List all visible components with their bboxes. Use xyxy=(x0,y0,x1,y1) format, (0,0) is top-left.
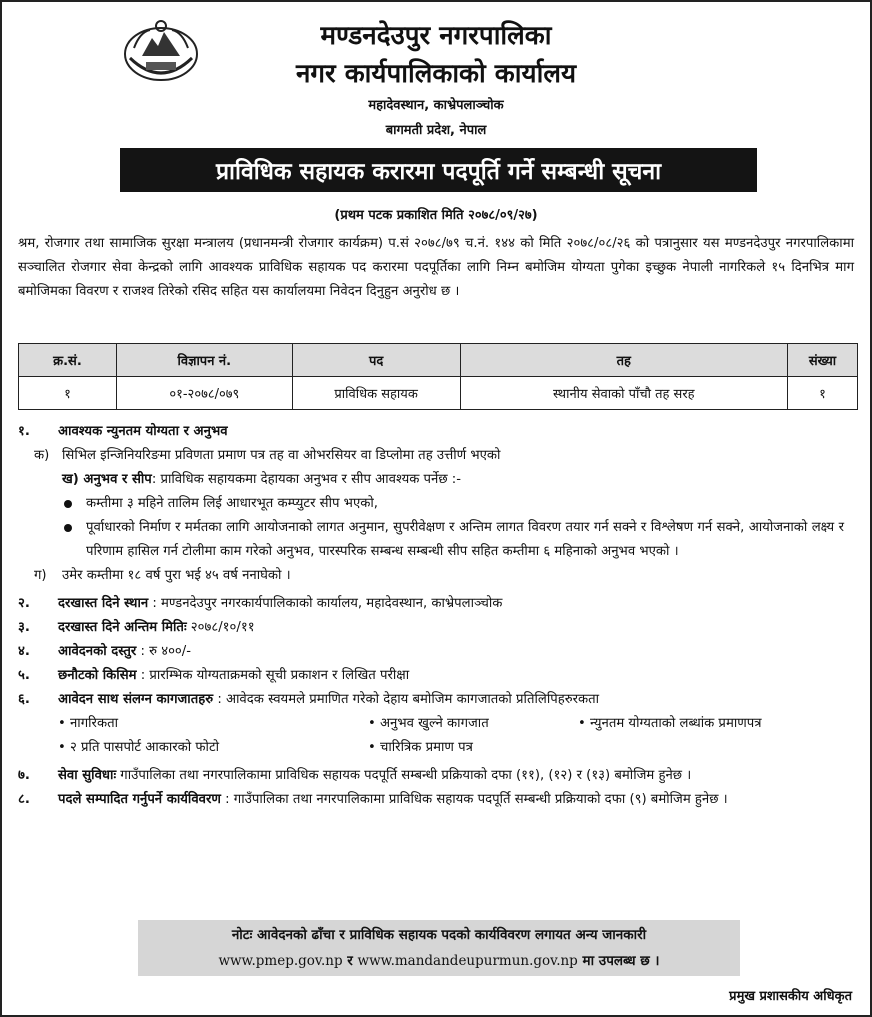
section-number: ३. xyxy=(18,620,30,635)
section-number: ८. xyxy=(18,792,30,807)
qualification-item-a xyxy=(18,444,854,468)
section-title: आवश्यक न्युनतम योग्यता र अनुभव xyxy=(58,424,228,439)
table-cell: प्राविधिक सहायक xyxy=(292,377,460,410)
section-qualification xyxy=(18,420,854,444)
published-date: (प्रथम पटक प्रकाशित मिति २०७८/०९/२७) xyxy=(334,208,538,223)
section-label: पदले सम्पादित गर्नुपर्ने कार्यविवरण xyxy=(58,792,221,807)
note-tail: मा उपलब्ध छ । xyxy=(577,953,660,969)
experience-bullet-1 xyxy=(18,492,854,516)
column-header: पद xyxy=(292,344,460,377)
section-number: ५. xyxy=(18,668,30,683)
list-item: • २ प्रति पासपोर्ट आकारको फोटो xyxy=(58,740,220,755)
signature-title: प्रमुख प्रशासकीय अधिकृत xyxy=(729,989,852,1004)
documents-list xyxy=(18,712,854,760)
section-deadline xyxy=(18,616,854,640)
section-text: २०७८/१०/११ xyxy=(186,620,255,635)
section-label: दरखास्त दिने अन्तिम मितिः xyxy=(58,620,187,635)
item-marker: क) xyxy=(34,448,50,463)
section-text: : प्रारम्भिक योग्यताक्रमको सूची प्रकाशन र लिखित परीक्षा xyxy=(136,668,410,683)
item-text: : प्राविधिक सहायकमा देहायका अनुभव र सीप आवश्यक पर्नेछ :- xyxy=(151,472,461,487)
section-facilities xyxy=(18,764,854,788)
note-box xyxy=(138,920,740,976)
notice-body xyxy=(18,420,854,812)
qualification-item-c xyxy=(18,564,854,588)
section-label: आवेदनको दस्तुर xyxy=(58,644,137,659)
section-fee xyxy=(18,640,854,664)
address-line-2: बागमती प्रदेश, नेपाल xyxy=(385,123,487,138)
office-name: नगर कार्यपालिकाको कार्यालय xyxy=(295,59,577,89)
column-header: विज्ञापन नं. xyxy=(116,344,292,377)
section-job-description xyxy=(18,788,854,812)
note-line-2 xyxy=(138,948,740,974)
qualification-item-b xyxy=(18,468,854,492)
table-row xyxy=(19,377,858,410)
list-item: • चारित्रिक प्रमाण पत्र xyxy=(368,740,473,755)
item-text: उमेर कम्तीमा १८ वर्ष पुरा भई ४५ वर्ष ननाघेको । xyxy=(62,568,291,583)
column-header: क्र.सं. xyxy=(19,344,117,377)
intro-paragraph: श्रम, रोजगार तथा सामाजिक सुरक्षा मन्त्रालय (प्रधानमन्त्री रोजगार कार्यक्रम) प.सं २०७८/७९ च.नं. १४४ को मिति २०७८/०८/२६ को पत्रानुसार यस मण्डनदेउपुर नगरपालिकामा सञ्चालित रोजगार सेवा केन्द्रको लागि आवश्यक प्राविधिक सहायक पद करारमा पदपूर्तिका लागि निम्न बमोजिम योग्यता पुगेका इच्छुक नेपाली नागरिकले १५ दिनभित्र माग बमोजिमका विवरण र राजश्व तिरेको रसिद सहित यस कार्यालयमा निवेदन दिनुहुन अनुरोध छ । xyxy=(18,236,854,299)
municipality-name: मण्डनदेउपुर नगरपालिका xyxy=(320,21,552,51)
section-label: छनौटको किसिम xyxy=(58,668,137,683)
table-cell: ०१-२०७८/०७९ xyxy=(116,377,292,410)
address-line-1: महादेवस्थान, काभ्रेपलाञ्चोक xyxy=(368,98,504,113)
notice-title: प्राविधिक सहायक करारमा पदपूर्ति गर्ने सम्बन्धी सूचना xyxy=(120,148,757,192)
list-item: • नागरिकता xyxy=(58,716,118,731)
table-cell: १ xyxy=(788,377,858,410)
section-selection-type xyxy=(18,664,854,688)
bullet-text: कम्तीमा ३ महिने तालिम लिई आधारभूत कम्प्युटर सीप भएको, xyxy=(86,496,378,511)
section-label: आवेदन साथ संलग्न कागजातहरु xyxy=(58,692,214,707)
column-header: तह xyxy=(460,344,788,377)
section-text: : गाउँपालिका तथा नगरपालिकामा प्राविधिक सहायक पदपूर्ति सम्बन्धी प्रक्रियाको दफा (९) बमोजिम हुनेछ । xyxy=(220,792,728,807)
section-label: दरखास्त दिने स्थान xyxy=(58,596,149,611)
column-header: संख्या xyxy=(788,344,858,377)
list-item: • अनुभव खुल्ने कागजात xyxy=(368,716,489,731)
bullet-icon xyxy=(64,500,72,508)
municipality-website-link[interactable]: www.mandandeupurmun.gov.np xyxy=(357,953,578,969)
section-number: ६. xyxy=(18,692,30,707)
section-number: ७. xyxy=(18,768,30,783)
section-text: : मण्डनदेउपुर नगरकार्यपालिकाको कार्यालय, महादेवस्थान, काभ्रेपलाञ्चोक xyxy=(148,596,503,611)
table-cell: १ xyxy=(19,377,117,410)
section-number: १. xyxy=(18,424,30,439)
section-text: : आवेदक स्वयमले प्रमाणित गरेको देहाय बमोजिम कागजातको प्रतिलिपिहरुरकता xyxy=(213,692,600,707)
section-label: सेवा सुविधाः xyxy=(58,768,117,783)
list-item: • न्युनतम योग्यताको लब्धांक प्रमाणपत्र xyxy=(578,716,762,731)
section-number: २. xyxy=(18,596,30,611)
note-conjunction: र xyxy=(342,953,358,969)
section-text: गाउँपालिका तथा नगरपालिकामा प्राविधिक सहायक पदपूर्ति सम्बन्धी प्रक्रियाको दफा (११), (१२) र (१३) बमोजिम हुनेछ । xyxy=(116,768,692,783)
item-label: ख) अनुभव र सीप xyxy=(62,472,152,487)
section-application-place xyxy=(18,592,854,616)
pmep-website-link[interactable]: www.pmep.gov.np xyxy=(218,953,343,969)
section-text: : रु ४००/- xyxy=(136,644,191,659)
section-number: ४. xyxy=(18,644,30,659)
item-marker: ग) xyxy=(34,568,47,583)
vacancy-table xyxy=(18,343,858,410)
table-header-row xyxy=(19,344,858,377)
bullet-text: पूर्वाधारको निर्माण र मर्मतका लागि आयोजनाको लागत अनुमान, सुपरीवेक्षण र अन्तिम लागत विवरण तयार गर्न सक्ने र विश्लेषण गर्न सक्ने, आयोजनाको लक्ष्य र परिणाम हासिल गर्न टोलीमा काम गरेको अनुभव, पारस्परिक सम्बन्ध सम्बन्धी सीप सहित कम्तीमा ६ महिनाको अनुभव भएको । xyxy=(86,520,844,559)
bullet-icon xyxy=(64,524,72,532)
item-text: सिभिल इन्जिनियरिङमा प्रविणता प्रमाण पत्र तह वा ओभरसियर वा डिप्लोमा तह उत्तीर्ण भएको xyxy=(62,448,501,463)
note-line-1: नोटः आवेदनको ढाँचा र प्राविधिक सहायक पदको कार्यविवरण लगायत अन्य जानकारी xyxy=(231,927,647,943)
section-documents xyxy=(18,688,854,712)
table-cell: स्थानीय सेवाको पाँचौ तह सरह xyxy=(460,377,788,410)
experience-bullet-2 xyxy=(18,516,854,564)
